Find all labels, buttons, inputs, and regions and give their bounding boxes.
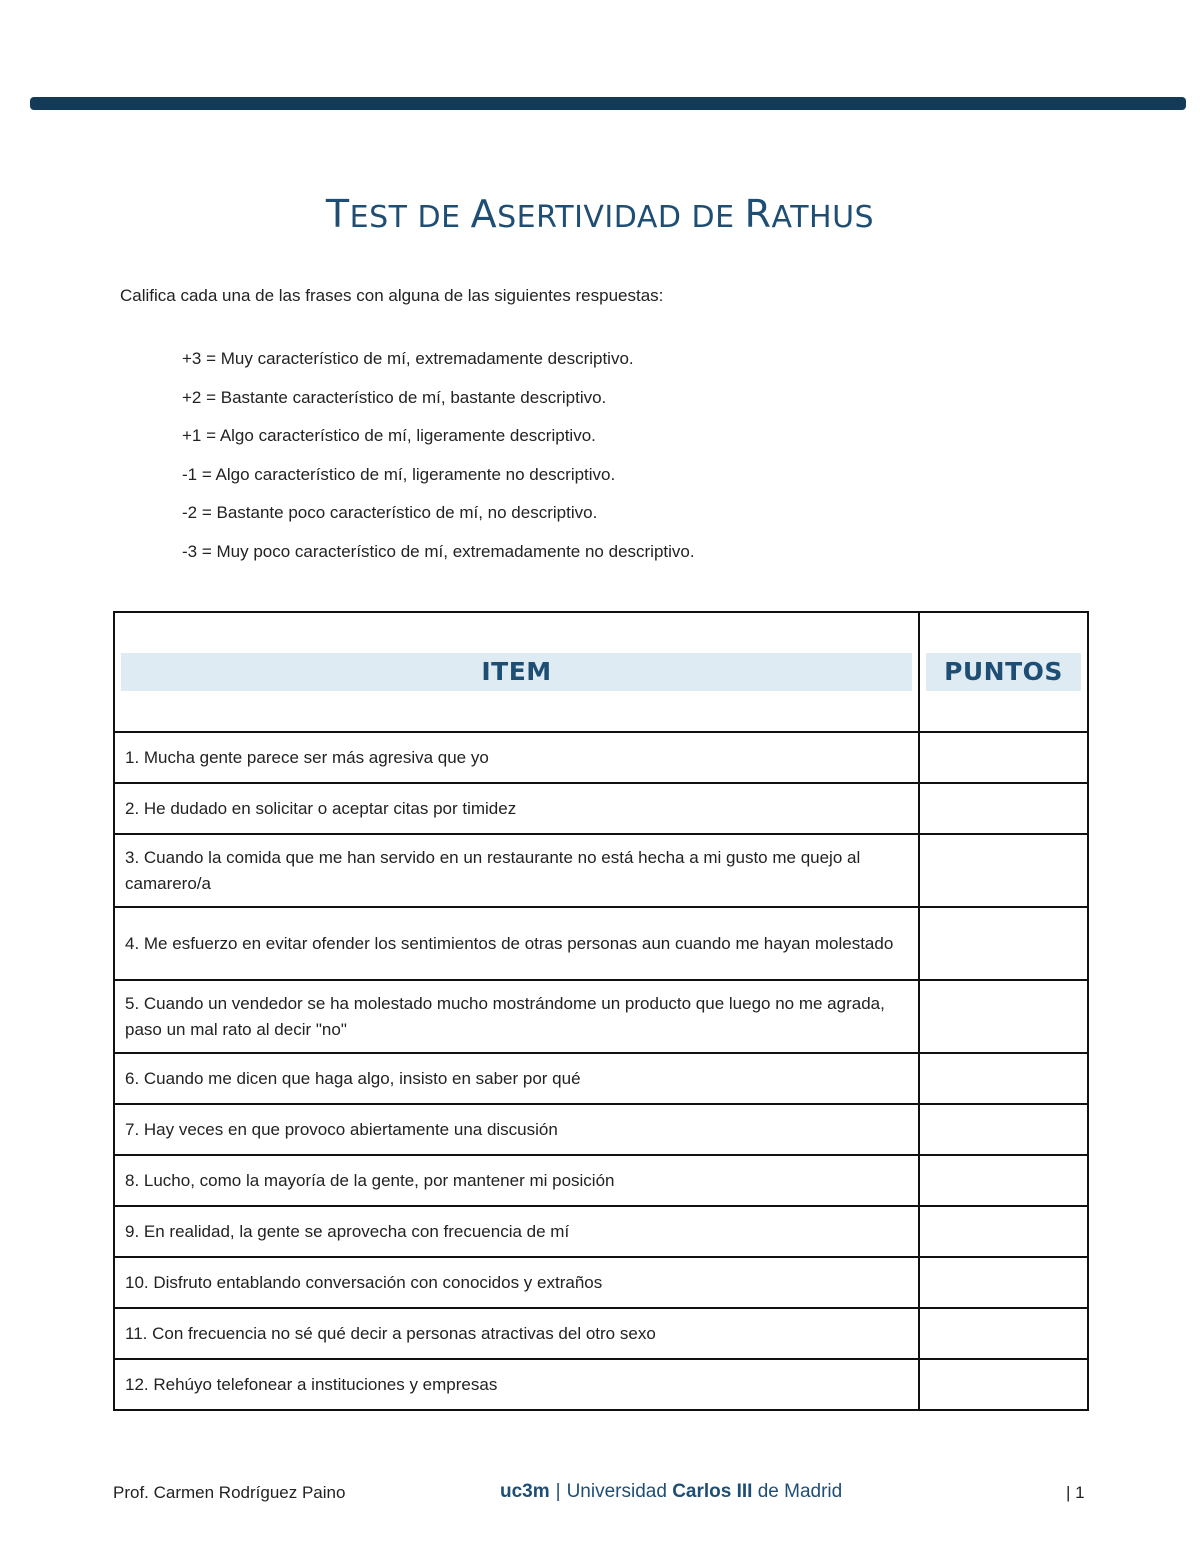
logo-short: uc3m bbox=[500, 1481, 550, 1502]
points-cell[interactable] bbox=[919, 1359, 1088, 1410]
item-text: 3. Cuando la comida que me han servido en un restaurante no está hecha a mi gusto me quejo al camarero/a bbox=[114, 834, 919, 907]
points-cell[interactable] bbox=[919, 980, 1088, 1053]
points-cell[interactable] bbox=[919, 732, 1088, 783]
scale-item: -3 = Muy poco característico de mí, extremadamente no descriptivo. bbox=[182, 541, 695, 561]
rating-scale bbox=[182, 346, 695, 578]
item-text: 7. Hay veces en que provoco abiertamente una discusión bbox=[114, 1104, 919, 1155]
page-number: | 1 bbox=[1066, 1483, 1085, 1502]
points-cell[interactable] bbox=[919, 1308, 1088, 1359]
points-cell[interactable] bbox=[919, 1155, 1088, 1206]
points-header: PUNTOS bbox=[926, 653, 1081, 691]
item-header: ITEM bbox=[121, 653, 912, 691]
table-row bbox=[114, 1155, 1088, 1206]
item-text: 11. Con frecuencia no sé qué decir a personas atractivas del otro sexo bbox=[114, 1308, 919, 1359]
scale-item: +2 = Bastante característico de mí, bastante descriptivo. bbox=[182, 387, 607, 407]
table-row bbox=[114, 783, 1088, 834]
points-cell[interactable] bbox=[919, 907, 1088, 980]
item-text: 2. He dudado en solicitar o aceptar citas por timidez bbox=[114, 783, 919, 834]
scale-item: +3 = Muy característico de mí, extremadamente descriptivo. bbox=[182, 349, 634, 368]
points-cell[interactable] bbox=[919, 1206, 1088, 1257]
logo-separator: | bbox=[555, 1481, 561, 1502]
item-text: 4. Me esfuerzo en evitar ofender los sentimientos de otras personas aun cuando me hayan molestado bbox=[114, 907, 919, 980]
scale-item: +1 = Algo característico de mí, ligeramente descriptivo. bbox=[182, 426, 596, 446]
table-row bbox=[114, 732, 1088, 783]
header-rule bbox=[30, 97, 1186, 110]
item-text: 5. Cuando un vendedor se ha molestado mucho mostrándome un producto que luego no me agrada, paso un mal rato al decir "no" bbox=[114, 980, 919, 1053]
points-cell[interactable] bbox=[919, 783, 1088, 834]
item-header-cell bbox=[114, 612, 919, 732]
points-header-cell bbox=[919, 612, 1088, 732]
scale-item: -1 = Algo característico de mí, ligeramente no descriptivo. bbox=[182, 464, 616, 484]
points-cell[interactable] bbox=[919, 1053, 1088, 1104]
points-cell[interactable] bbox=[919, 1104, 1088, 1155]
logo-univ: Universidad bbox=[566, 1481, 667, 1502]
table-row bbox=[114, 980, 1088, 1053]
points-cell[interactable] bbox=[919, 1257, 1088, 1308]
table-row bbox=[114, 1206, 1088, 1257]
university-logo bbox=[500, 1481, 842, 1503]
logo-name: Carlos III bbox=[672, 1481, 753, 1502]
item-text: 9. En realidad, la gente se aprovecha con frecuencia de mí bbox=[114, 1206, 919, 1257]
item-text: 1. Mucha gente parece ser más agresiva que yo bbox=[114, 732, 919, 783]
table-row bbox=[114, 1104, 1088, 1155]
table-row bbox=[114, 1053, 1088, 1104]
footer-author: Prof. Carmen Rodríguez Paino bbox=[113, 1483, 346, 1502]
scale-item: -2 = Bastante poco característico de mí, no descriptivo. bbox=[182, 503, 598, 523]
item-text: 8. Lucho, como la mayoría de la gente, por mantener mi posición bbox=[114, 1155, 919, 1206]
item-text: 12. Rehúyo telefonear a instituciones y empresas bbox=[114, 1359, 919, 1410]
table-row bbox=[114, 834, 1088, 907]
item-text: 6. Cuando me dicen que haga algo, insisto en saber por qué bbox=[114, 1053, 919, 1104]
table-row bbox=[114, 1257, 1088, 1308]
item-text: 10. Disfruto entablando conversación con conocidos y extraños bbox=[114, 1257, 919, 1308]
logo-city: de Madrid bbox=[757, 1481, 843, 1502]
table-row bbox=[114, 1359, 1088, 1410]
table-header-row bbox=[114, 612, 1088, 732]
page-title: TEST DE ASERTIVIDAD DE RATHUS bbox=[325, 192, 875, 236]
instructions: Califica cada una de las frases con alguna de las siguientes respuestas: bbox=[120, 286, 664, 305]
table-row bbox=[114, 907, 1088, 980]
points-cell[interactable] bbox=[919, 834, 1088, 907]
questionnaire-table bbox=[113, 611, 1089, 1411]
table-row bbox=[114, 1308, 1088, 1359]
